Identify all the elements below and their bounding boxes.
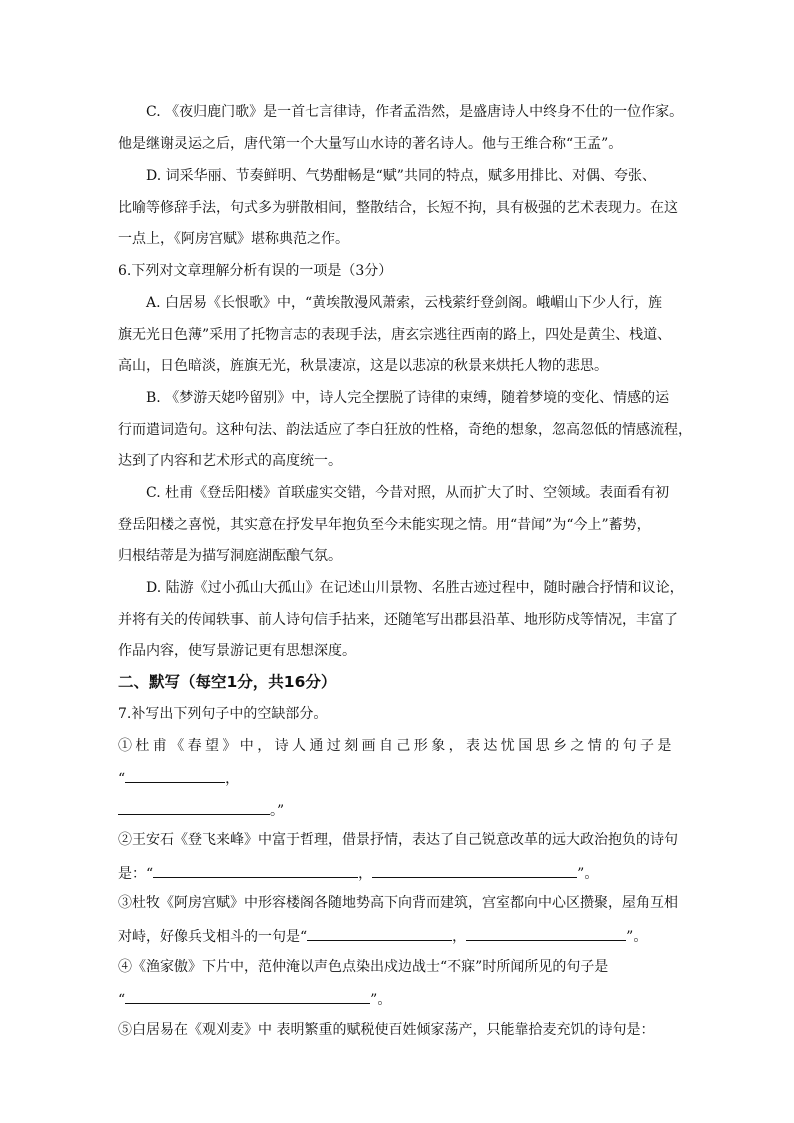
closing-mark: ”。: [626, 929, 648, 945]
q6-stem: 6.下列对文章理解分析有误的一项是（3分）: [118, 263, 393, 279]
q6-option-c-line: C. 杜甫《登岳阳楼》首联虚实交错，今昔对照，从而扩大了时、空领域。表面看有初: [146, 485, 670, 501]
answer-blank[interactable]: [153, 862, 358, 878]
fill-item-4-row: [118, 988, 391, 1010]
q6-option-a-line: 高山，日色暗淡，旌旗无光，秋景凄凉，这是以悲凉的秋景来烘托人物的悲思。: [118, 358, 608, 374]
q6-option-b-line: 行而遣词造句。这种句法、韵法适应了李白狂放的性格，奇绝的想象，忽高忽低的情感流程，: [118, 422, 692, 438]
q6-option-d-line: 并将有关的传闻轶事、前人诗句信手拈来，还随笔写出郡县沿革、地形防戍等情况，丰富了: [118, 612, 678, 628]
answer-blank[interactable]: [466, 925, 626, 941]
q6-option-a-line: A. 白居易《长恨歌》中，“黄埃散漫风萧索，云栈萦纡登剑阁。峨嵋山下少人行，旌: [146, 295, 663, 311]
section-2-title: 二、默写（每空1分，共16分）: [118, 673, 337, 691]
open-quote: “: [118, 992, 126, 1008]
answer-blank[interactable]: [125, 988, 370, 1004]
comma: ，: [358, 866, 373, 882]
fill-item-4-prompt: ④《渔家傲》下片中，范仲淹以声色点染出戍边战士“不寐”时所闻所见的句子是: [118, 959, 609, 975]
q5-option-c-line-2: 他是继谢灵运之后，唐代第一个大量写山水诗的著名诗人。他与王维合称“王孟”。: [118, 136, 623, 152]
answer-blank[interactable]: [125, 767, 225, 783]
prefix: 对峙，好像兵戈相斗的一句是“: [118, 929, 308, 945]
q6-option-c-line: 归根结蒂是为描写洞庭湖酝酿气氛。: [118, 548, 342, 564]
closing-mark: 。”: [270, 803, 285, 819]
q6-option-a-line: 旗无光日色薄”采用了托物言志的表现手法，唐玄宗逃往西南的路上，四处是黄尘、栈道、: [118, 327, 672, 343]
q5-option-d-line-3: 一点上，《阿房宫赋》堪称典范之作。: [118, 231, 349, 247]
q6-option-d-line: 作品内容，使写景游记更有思想深度。: [118, 643, 356, 659]
answer-blank[interactable]: [372, 862, 577, 878]
q6-option-d-line: D. 陆游《过小孤山大孤山》在记述山川景物、名胜古迹过程中，随时融合抒情和议论，: [146, 580, 684, 596]
q5-option-d-line-2: 比喻等修辞手法，句式多为骈散相间，整散结合，长短不拘，具有极强的艺术表现力。在这: [118, 200, 678, 216]
fill-item-1-row-1: [118, 767, 239, 789]
prefix: 是：“: [118, 866, 154, 882]
closing-mark: ”。: [370, 992, 392, 1008]
answer-blank[interactable]: [118, 799, 270, 815]
comma: ，: [225, 771, 240, 787]
q5-option-c-line-1: C. 《夜归鹿门歌》是一首七言律诗，作者孟浩然，是盛唐诗人中终身不仕的一位作家。: [146, 104, 684, 120]
fill-item-3-row: [118, 925, 647, 947]
fill-item-3-prompt: ③杜牧《阿房宫赋》中形容楼阁各随地势高下向背而建筑，宫室都向中心区攒聚，屋角互相: [118, 895, 678, 911]
answer-blank[interactable]: [307, 925, 452, 941]
q6-option-b-line: B. 《梦游天姥吟留别》中，诗人完全摆脱了诗律的束缚，随着梦境的变化、情感的运: [146, 390, 670, 406]
fill-item-1-row-2: [118, 799, 284, 821]
fill-item-2-row: [118, 862, 598, 884]
closing-mark: ”。: [577, 866, 599, 882]
q6-option-b-line: 达到了内容和艺术形式的高度统一。: [118, 453, 342, 469]
q7-stem: 7.补写出下列句子中的空缺部分。: [118, 706, 328, 722]
open-quote: “: [118, 771, 126, 787]
fill-item-2-prompt: ②王安石《登飞来峰》中富于哲理，借景抒情，表达了自己锐意改革的远大政治抱负的诗句: [118, 832, 678, 848]
q5-option-d-line-1: D. 词采华丽、节奏鲜明、气势酣畅是“赋”共同的特点，赋多用排比、对偶、夸张、: [146, 168, 656, 184]
q6-option-c-line: 登岳阳楼之喜悦，其实意在抒发早年抱负至今未能实现之情。用“昔闻”为“今上”蓄势，: [118, 517, 651, 533]
fill-item-1-prompt: ①杜甫《春望》中，诗人通过刻画自己形象，表达忧国思乡之情的句子是: [118, 738, 675, 754]
comma: ，: [452, 929, 467, 945]
fill-item-5-prompt: ⑤白居易在《观刈麦》中 表明繁重的赋税使百姓倾家荡产，只能靠拾麦充饥的诗句是：: [118, 1022, 655, 1038]
